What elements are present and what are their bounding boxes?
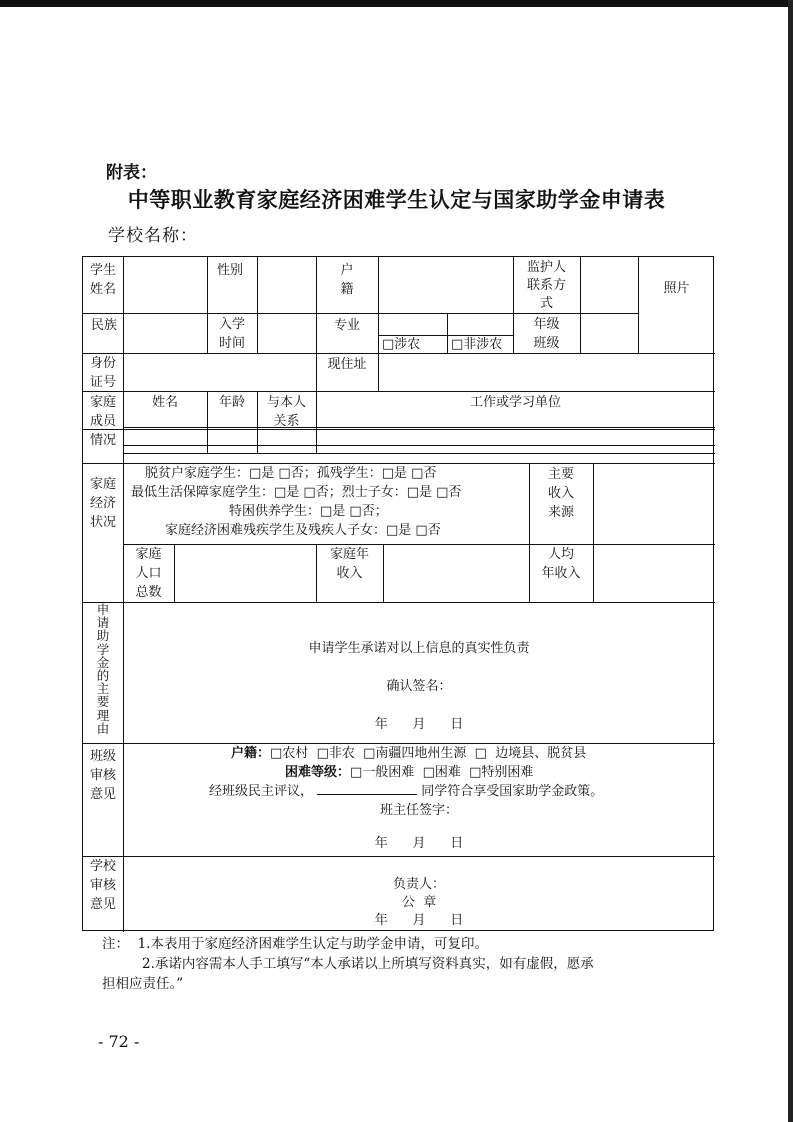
annual-income-label: 家庭年 收入 (329, 547, 369, 581)
economic-line-2: 最低生活保障家庭学生：□是 □否；烈士子女：□是 □否 (131, 485, 462, 500)
note-line-1: 注： 1.本表用于家庭经济困难学生认定与助学金申请，可复印。 (102, 936, 488, 952)
economic-line-1: 脱贫户家庭学生：□是 □否；孤残学生：□是 □否 (145, 466, 437, 481)
scan-right-border (788, 0, 793, 1122)
notes (102, 934, 594, 994)
guardian-contact-label: 监护人 联系方 式 (526, 260, 566, 311)
difficulty-level-label: 困难等级： (285, 765, 351, 780)
form-title: 中等职业教育家庭经济困难学生认定与国家助学金申请表 (127, 187, 666, 212)
family-size-label: 家庭 人口 总数 (135, 547, 162, 600)
school-review-date: 年 月 日 (374, 913, 464, 928)
school-review-label: 学校 审核 意见 (89, 859, 116, 912)
class-review-date: 年 月 日 (374, 836, 464, 851)
family-age-header: 年龄 (218, 395, 245, 410)
page-number: - 72 - (98, 1032, 140, 1051)
photo-label: 照片 (663, 281, 690, 296)
school-name-label: 学校名称： (108, 226, 198, 246)
household-type-options[interactable]: □农村 □非农 □南疆四地州生源 □ 边境县、脱贫县 (270, 746, 587, 761)
id-number-label: 身份 证号 (89, 356, 116, 390)
economic-status-label: 家庭 经济 状况 (89, 477, 116, 530)
scan-top-border (0, 0, 793, 7)
head-teacher-signature-label: 班主任签字： (379, 803, 458, 818)
farm-checkbox[interactable]: □涉农 (382, 337, 421, 352)
household-label: 户 籍 (340, 263, 354, 297)
student-name-label: 学生 姓名 (89, 263, 116, 297)
economic-line-3: 特困供养学生：□是 □否； (229, 504, 388, 519)
responsible-person-label: 负责人： (392, 877, 445, 892)
enroll-time-label: 入学 时间 (218, 317, 245, 351)
ethnicity-label: 民族 (91, 318, 118, 333)
reason-label: 申 请 助 学 金 的 主 要 理 由 (96, 602, 110, 736)
family-work-header: 工作或学习单位 (469, 395, 561, 410)
gender-label: 性别 (217, 263, 244, 278)
official-seal-label: 公 章 (401, 895, 437, 910)
student-name-blank[interactable] (317, 782, 417, 795)
nonfarm-checkbox[interactable]: □非涉农 (451, 337, 503, 352)
application-form (82, 256, 714, 931)
grade-class-label: 年级 班级 (533, 317, 560, 351)
evaluation-suffix: 同学符合享受国家助学金政策。 (421, 784, 604, 799)
reason-date: 年 月 日 (374, 717, 464, 732)
income-source-label: 主要 收入 来源 (547, 467, 574, 520)
note-line-2: 2.承诺内容需本人手工填写“本人承诺以上所填写资料真实，如有虚假，愿承 (142, 956, 594, 972)
note-line-3: 担相应责任。” (102, 976, 184, 992)
evaluation-prefix: 经班级民主评议， (209, 784, 314, 799)
economic-line-4: 家庭经济困难残疾学生及残疾人子女：□是 □否 (165, 523, 441, 538)
major-label: 专业 (333, 318, 360, 333)
household-type-label: 户籍： (231, 746, 271, 761)
class-review-label: 班级 审核 意见 (89, 749, 116, 802)
family-name-header: 姓名 (151, 395, 178, 410)
difficulty-level-options[interactable]: □一般困难 □困难 □特别困难 (350, 765, 534, 780)
family-relation-header: 与本人 关系 (266, 395, 306, 429)
per-capita-income-label: 人均 年收入 (541, 547, 581, 581)
pledge-text: 申请学生承诺对以上信息的真实性负责 (308, 641, 530, 656)
family-members-label: 家庭 成员 情况 (89, 395, 116, 448)
confirm-signature-label: 确认签名： (386, 679, 452, 694)
address-label: 现住址 (327, 357, 367, 372)
appendix-label: 附表： (106, 163, 157, 183)
